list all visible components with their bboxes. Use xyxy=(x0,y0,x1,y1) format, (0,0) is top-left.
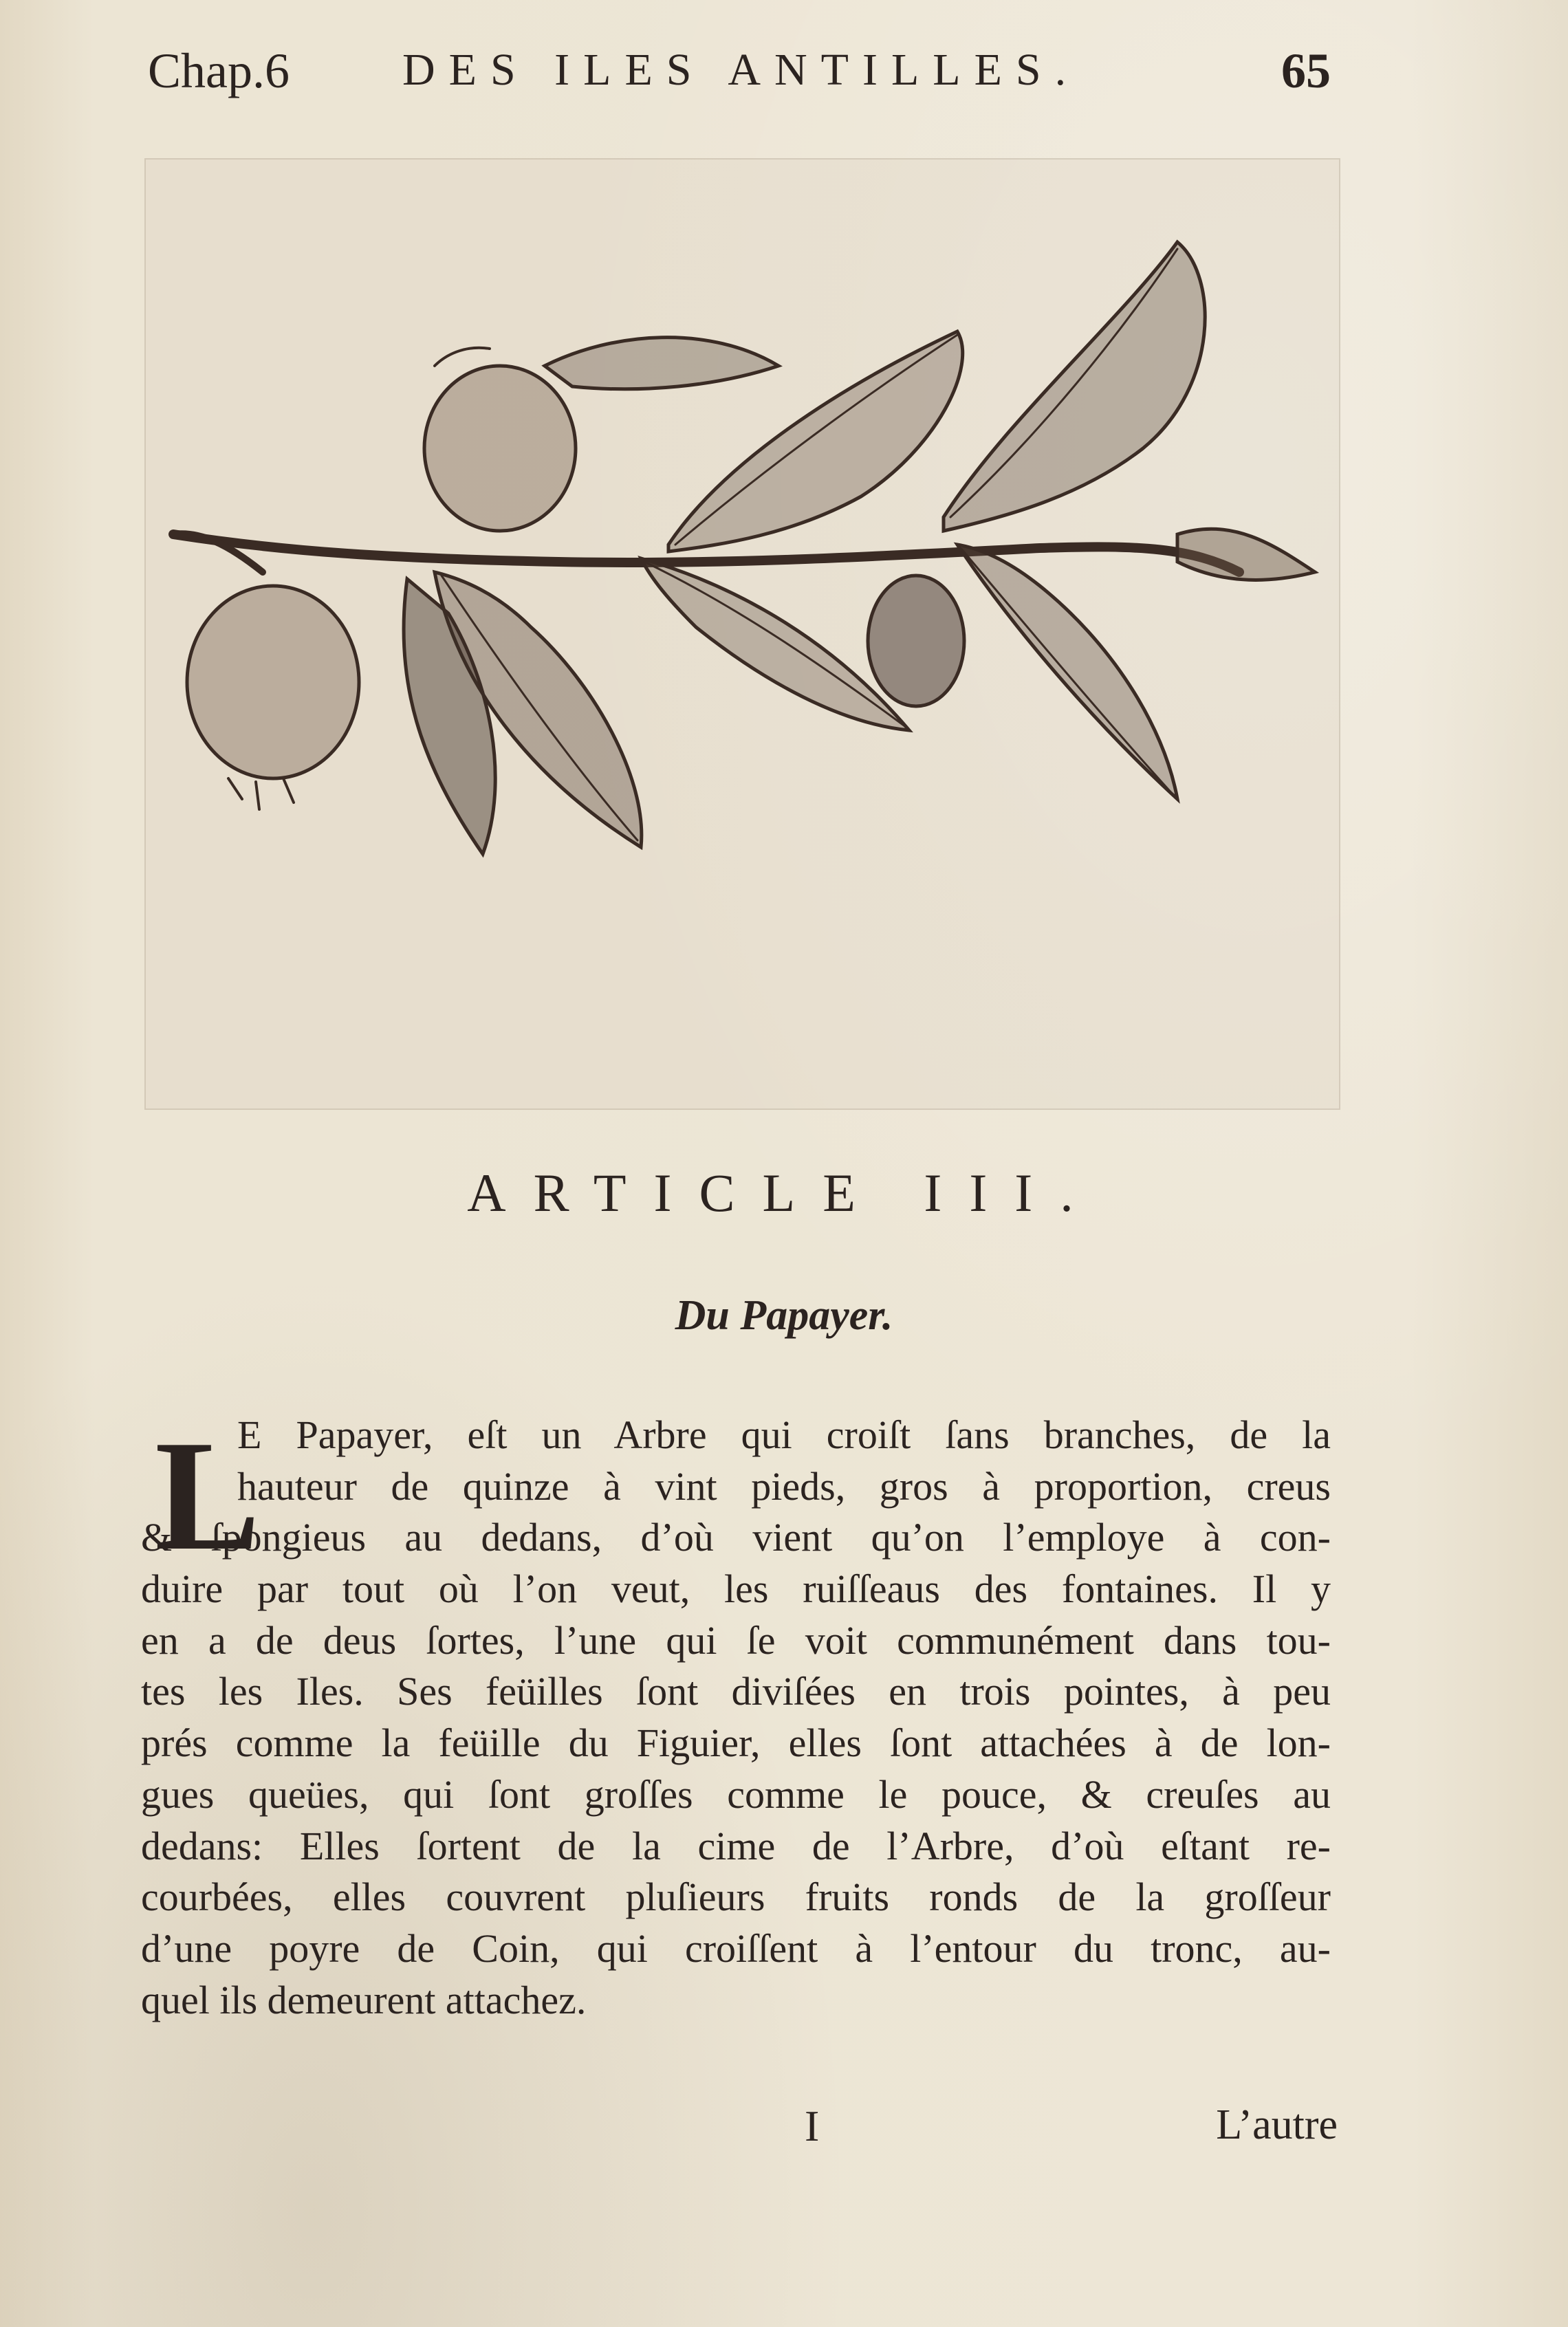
article-subtitle: Du Papayer. xyxy=(675,1292,893,1339)
text-line: courbées, elles couvrent pluſieurs fruits ronds de la groſſeur xyxy=(141,1875,1331,1920)
text-line: quel ils demeurent attachez. xyxy=(141,1977,587,2022)
text-line: duire par tout où l’on veut, les ruiſſeaus des fontaines. Il y xyxy=(141,1566,1331,1612)
text-line: prés comme la feüille du Figuier, elles ſont attachées à de lon- xyxy=(141,1720,1331,1766)
chapter-label: Chap.6 xyxy=(148,43,290,98)
page-number: 65 xyxy=(1281,43,1331,98)
running-header xyxy=(148,43,1331,105)
engraving-plate xyxy=(144,158,1340,1110)
text-line: E Papayer, eſt un Arbre qui croiſt ſans branches, de la xyxy=(237,1412,1331,1457)
drop-cap: L xyxy=(155,1408,261,1583)
body-paragraph xyxy=(141,1410,1331,2026)
text-line: dedans: Elles ſortent de la cime de l’Arbre, d’où eſtant re- xyxy=(141,1823,1331,1868)
text-line: hauteur de quinze à vint pieds, gros à proportion, creus xyxy=(237,1463,1331,1509)
catchword: L’autre xyxy=(1216,2101,1338,2148)
signature-mark: I xyxy=(805,2101,820,2150)
text-line: tes les Iles. Ses feüilles ſont diviſées en trois pointes, à peu xyxy=(141,1669,1331,1714)
text-line: en a de deus ſortes, l’une qui ſe voit communément dans tou- xyxy=(141,1617,1331,1663)
running-title: DES ILES ANTILLES. xyxy=(402,45,1080,95)
papaya-branch-engraving-icon xyxy=(146,160,1339,1108)
text-line: gues queües, qui ſont groſſes comme le pouce, & creuſes au xyxy=(141,1771,1331,1817)
text-line: & ſpongieus au dedans, d’où vient qu’on l’employe à con- xyxy=(141,1515,1331,1560)
article-heading: ARTICLE III. xyxy=(467,1163,1101,1223)
text-line: d’une poyre de Coin, qui croiſſent à l’entour du tronc, au- xyxy=(141,1925,1331,1971)
